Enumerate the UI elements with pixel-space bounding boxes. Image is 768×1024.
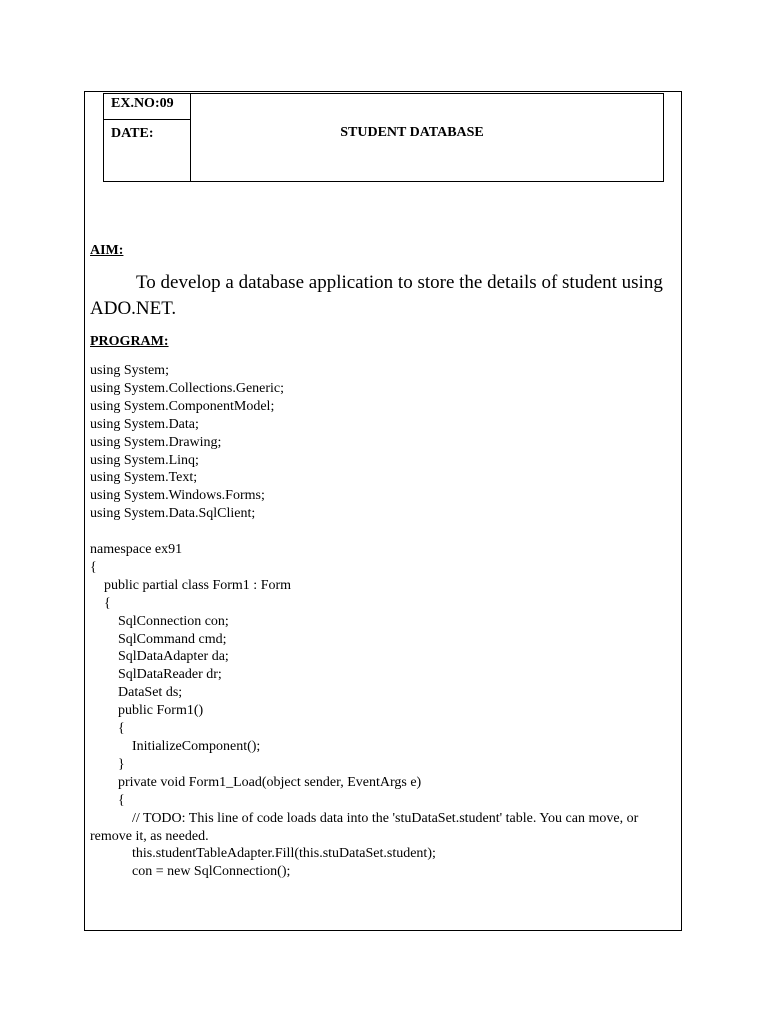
code-line: public Form1()	[90, 703, 204, 719]
code-line: con = new SqlConnection();	[90, 864, 291, 880]
code-line: SqlDataAdapter da;	[90, 649, 229, 665]
code-line: namespace ex91	[90, 542, 183, 558]
program-heading: PROGRAM:	[90, 334, 169, 349]
code-line: {	[90, 721, 125, 737]
code-line: using System.Drawing;	[90, 434, 222, 450]
code-line: {	[90, 792, 125, 808]
code-line: SqlDataReader dr;	[90, 667, 222, 683]
code-line: // TODO: This line of code loads data into the 'stuDataSet.student' table. You can move, or remove it, as needed.	[90, 810, 642, 844]
program-code	[90, 362, 675, 881]
code-line	[90, 523, 675, 541]
code-line: public partial class Form1 : Form	[90, 577, 292, 593]
code-line: {	[90, 595, 111, 611]
header-left-cell	[104, 94, 191, 181]
header-divider	[104, 119, 191, 120]
date-label: DATE:	[111, 126, 154, 141]
code-line: this.studentTableAdapter.Fill(this.stuDataSet.student);	[90, 846, 436, 862]
code-line: private void Form1_Load(object sender, EventArgs e)	[90, 774, 422, 790]
code-line: using System.Windows.Forms;	[90, 488, 265, 504]
code-line: SqlCommand cmd;	[90, 631, 227, 647]
exercise-number: EX.NO:09	[111, 96, 174, 111]
code-line: SqlConnection con;	[90, 613, 229, 629]
document-title: STUDENT DATABASE	[340, 125, 484, 140]
aim-text: To develop a database application to store the details of student using ADO.NET.	[90, 272, 663, 319]
code-line: using System.Data;	[90, 416, 199, 432]
code-line: using System.Text;	[90, 470, 198, 486]
code-line: using System.Collections.Generic;	[90, 380, 285, 396]
code-line: using System.Data.SqlClient;	[90, 506, 256, 522]
code-line: using System;	[90, 363, 169, 378]
aim-heading: AIM:	[90, 243, 124, 258]
code-line: {	[90, 559, 97, 575]
code-line: DataSet ds;	[90, 685, 183, 701]
code-line: InitializeComponent();	[90, 739, 261, 755]
code-line: using System.ComponentModel;	[90, 398, 275, 414]
code-line: }	[90, 756, 125, 772]
header-table	[103, 93, 664, 182]
code-line: using System.Linq;	[90, 452, 199, 468]
